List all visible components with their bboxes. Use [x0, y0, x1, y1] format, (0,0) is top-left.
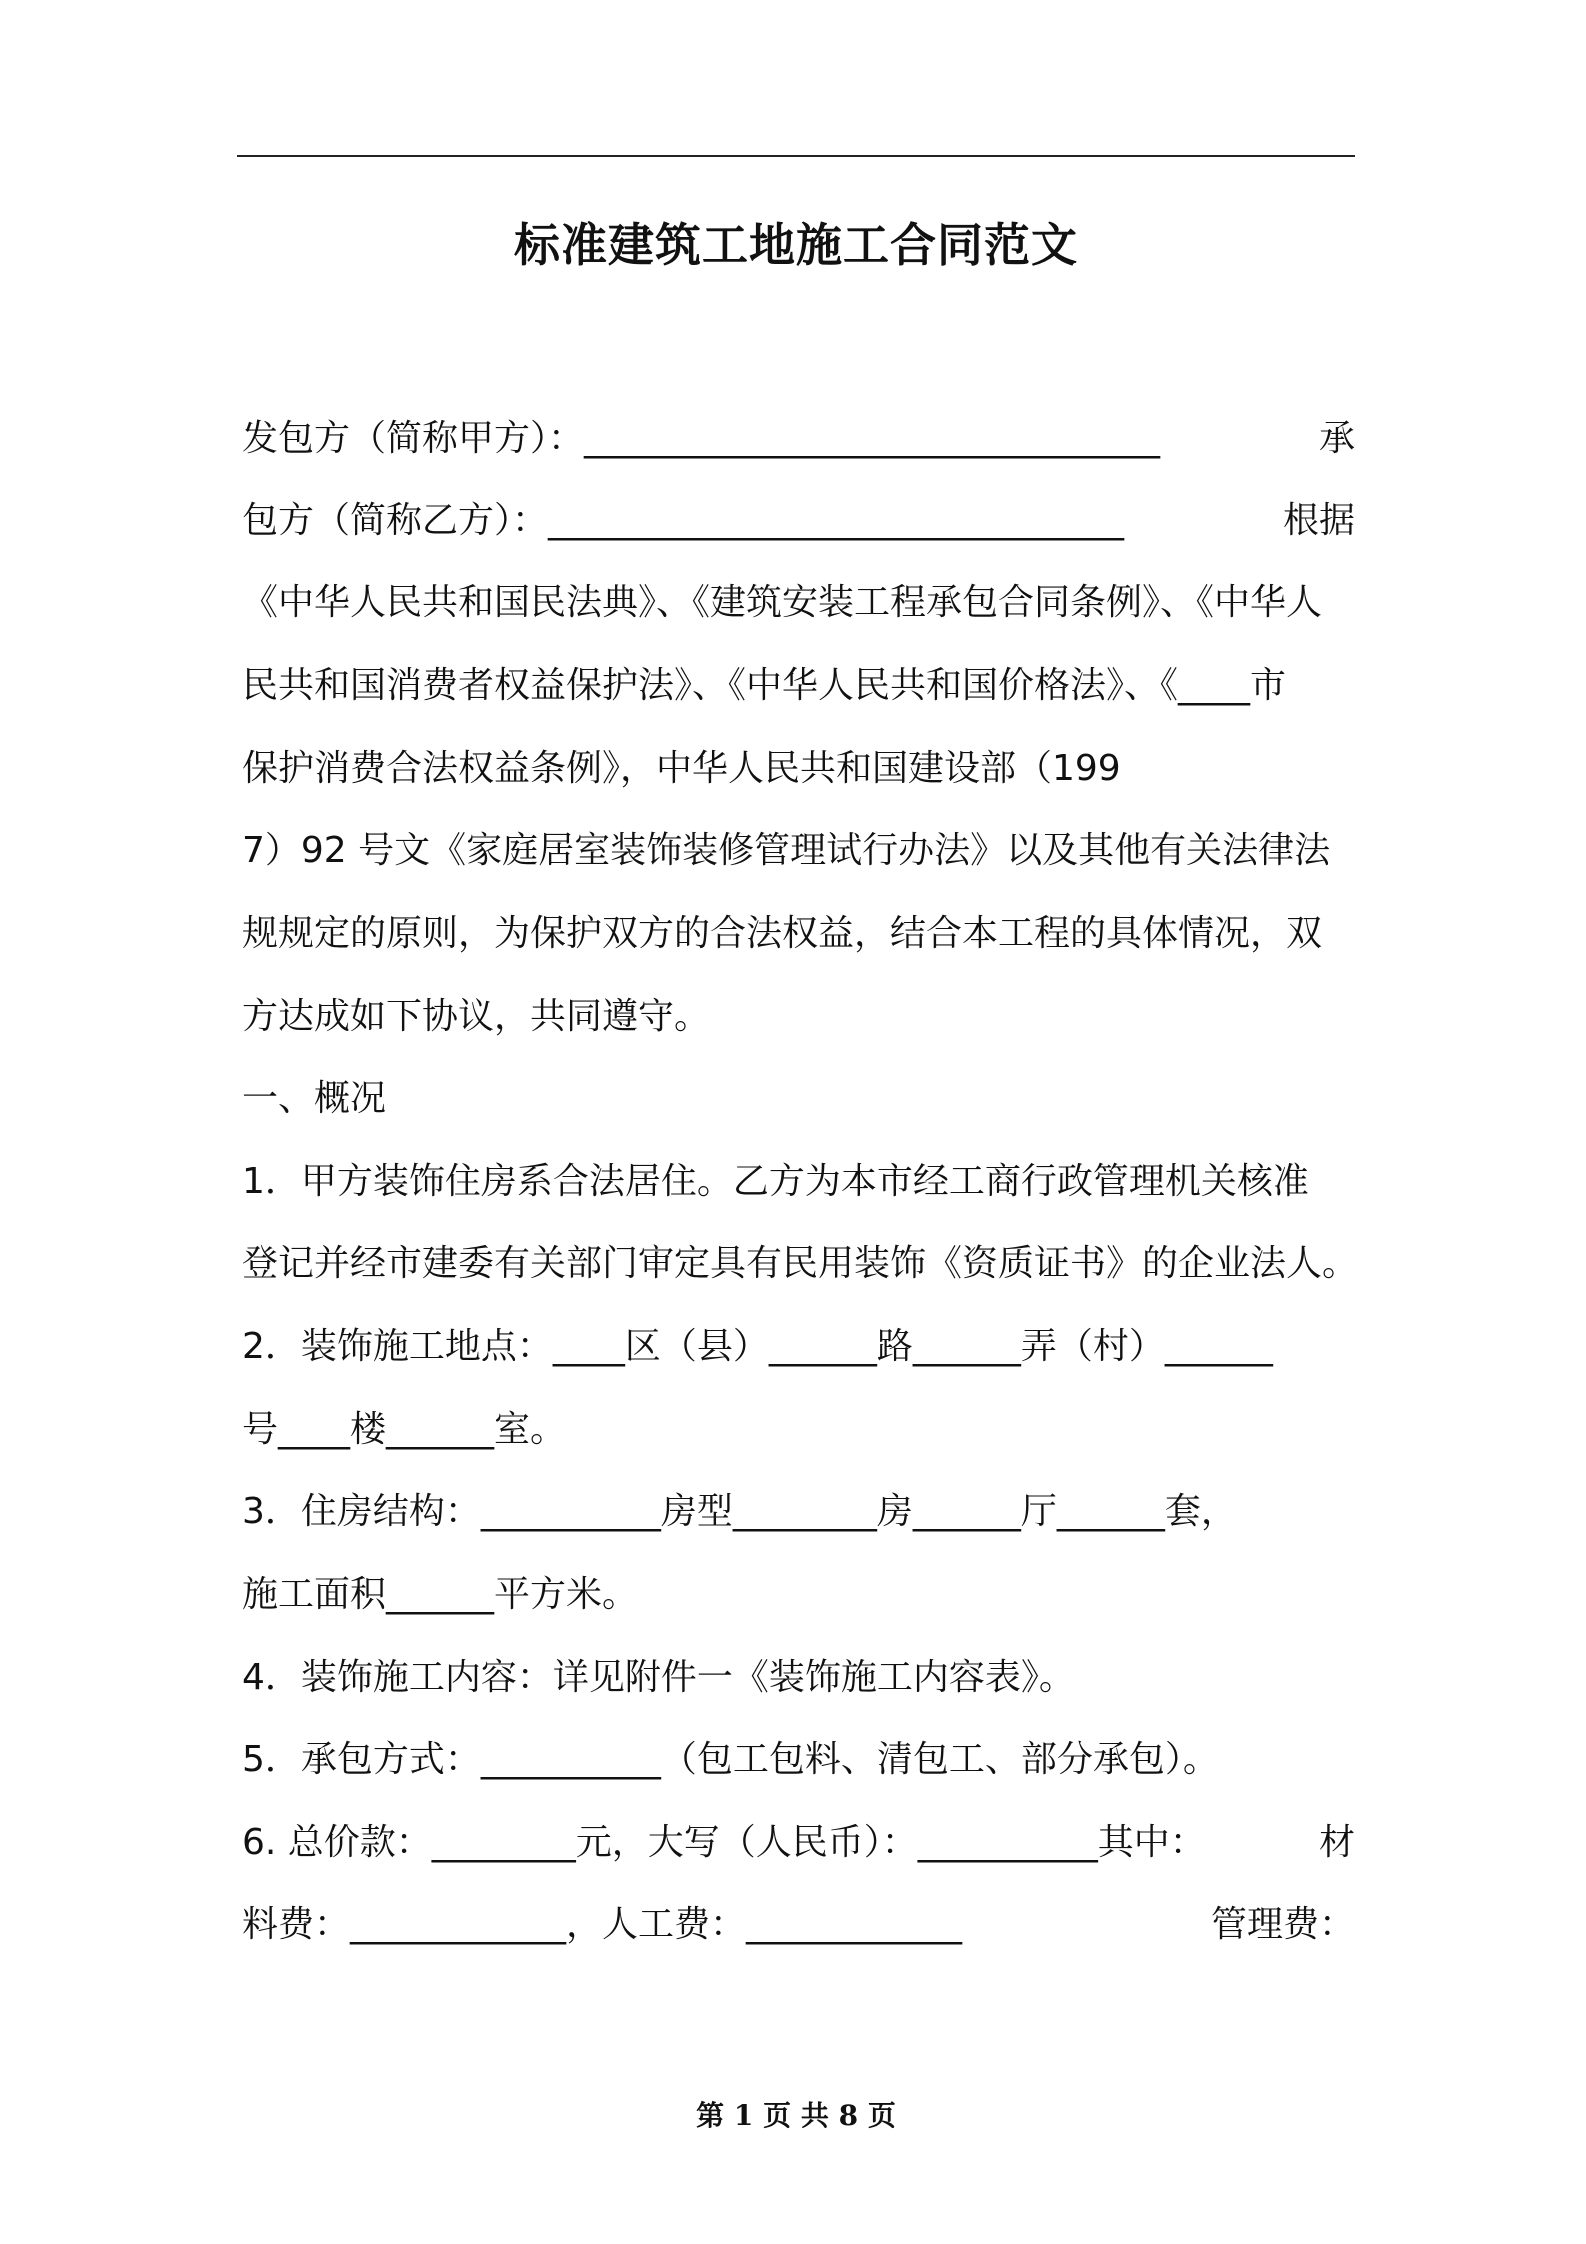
line-text-end: 管理费： [1210, 1904, 1355, 1945]
text-line: 号____楼______室。 [242, 1409, 567, 1450]
text-line: 2．装饰施工地点：____区（县）______路______弄（村）______ [242, 1326, 1273, 1367]
text-line [242, 1895, 1355, 1955]
text-line: 1．甲方装饰住房系合法居住。乙方为本市经工商行政管理机关核准 [242, 1161, 1309, 1202]
text-line: 方达成如下协议，共同遵守。 [242, 996, 711, 1037]
line-text-end: 根据 [1282, 500, 1355, 541]
text-line: 7）92 号文《家庭居室装饰装修管理试行办法》以及其他有关法律法 [242, 830, 1331, 871]
text-line: 民共和国消费者权益保护法》、《中华人民共和国价格法》、《____市 [242, 665, 1287, 706]
line-text-end: 承 [1318, 418, 1355, 459]
text-line: 登记并经市建委有关部门审定具有民用装饰《资质证书》的企业法人。 [242, 1243, 1359, 1284]
text-line: 5．承包方式：__________（包工包料、清包工、部分承包）。 [242, 1739, 1219, 1780]
text-line: 3．住房结构：__________房型________房______厅______套， [242, 1491, 1237, 1532]
document-title: 标准建筑工地施工合同范文 [514, 218, 1078, 272]
line-text: 料费：____________，人工费：____________ [242, 1904, 963, 1945]
text-line [242, 1813, 1355, 1873]
line-text: 6. 总价款：________元，大写（人民币）：__________其中： [242, 1822, 1206, 1863]
line-text: 包方（简称乙方）：________________________________ [242, 500, 1125, 541]
text-line: 《中华人民共和国民法典》、《建筑安装工程承包合同条例》、《中华人 [242, 582, 1323, 623]
line-text: 发包方（简称甲方）：________________________________ [242, 418, 1161, 459]
text-line: 保护消费合法权益条例》，中华人民共和国建设部（199 [242, 748, 1121, 789]
text-line: 施工面积______平方米。 [242, 1574, 639, 1615]
header-rule [237, 155, 1355, 157]
line-text-end: 材 [1318, 1822, 1355, 1863]
page-number: 第 1 页 共 8 页 [696, 2099, 896, 2132]
text-line: 4．装饰施工内容：详见附件一《装饰施工内容表》。 [242, 1657, 1075, 1698]
text-line [242, 409, 1355, 469]
text-line: 规规定的原则，为保护双方的合法权益，结合本工程的具体情况，双 [242, 913, 1323, 954]
section-heading: 一、概况 [242, 1078, 387, 1119]
text-line [242, 491, 1355, 551]
